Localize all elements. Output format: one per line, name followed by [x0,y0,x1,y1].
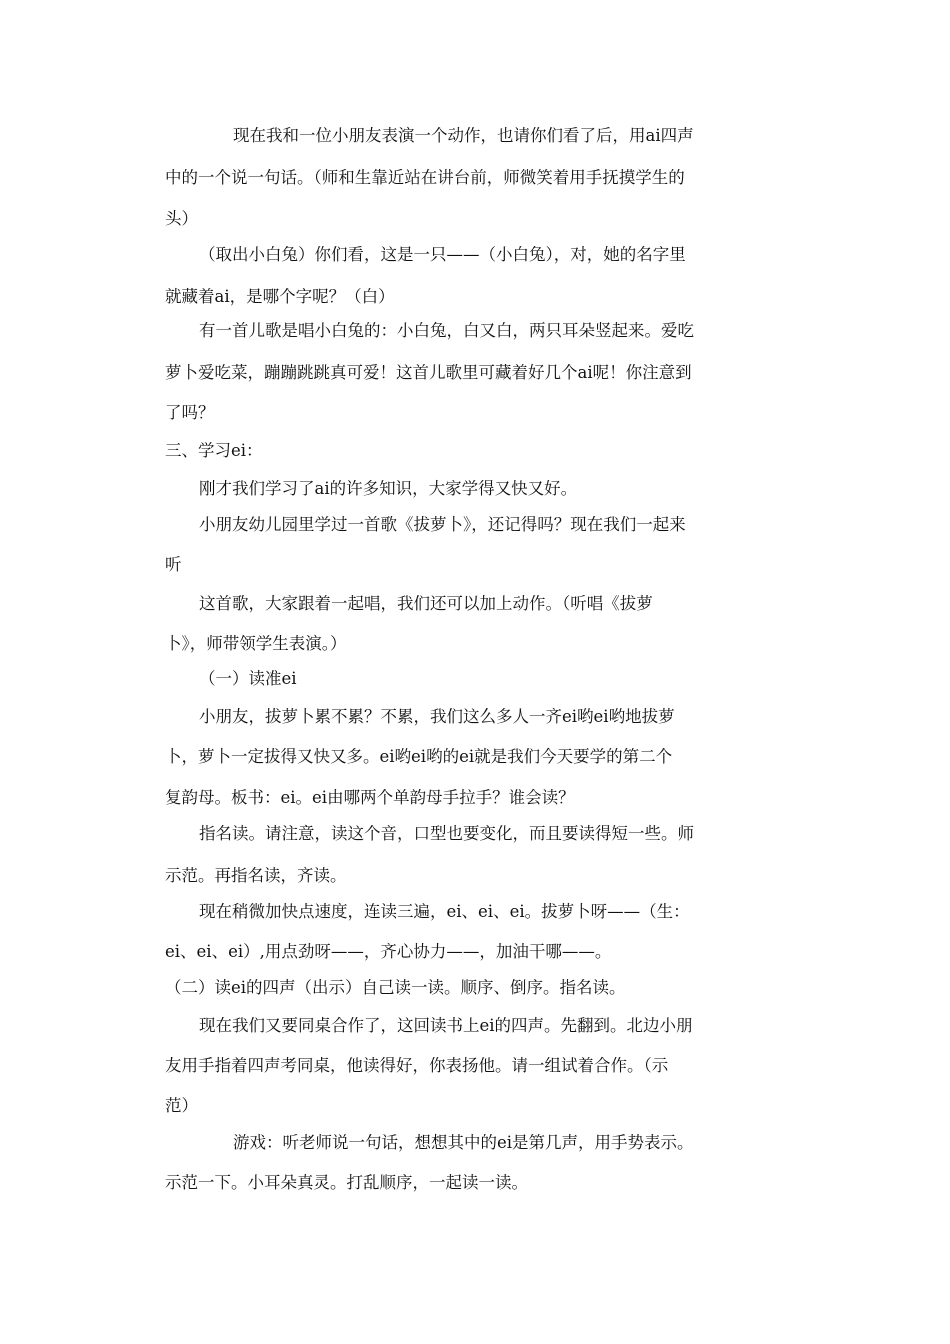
text-line: 范） [165,1096,198,1115]
text-line: 小朋友幼儿园里学过一首歌《拔萝卜》，还记得吗？现在我们一起来 [199,515,686,534]
text-line: 游戏：听老师说一句话，想想其中的ei是第几声，用手势表示。 [233,1133,694,1152]
text-line: 卜》，师带领学生表演。） [165,634,347,653]
text-line: 卜，萝卜一定拔得又快又多。ei哟ei哟的ei就是我们今天要学的第二个 [165,747,673,766]
text-line: 萝卜爱吃菜，蹦蹦跳跳真可爱！这首儿歌里可藏着好几个ai呢！你注意到 [165,363,692,382]
text-line: 现在我们又要同桌合作了，这回读书上ei的四声。先翻到。北边小朋 [199,1016,693,1035]
text-line: ei、ei、ei）,用点劲呀——，齐心协力——，加油干哪——。 [165,942,612,961]
text-line: 复韵母。板书：ei。ei由哪两个单韵母手拉手？谁会读？ [165,788,575,807]
section-heading: 三、学习ei： [165,441,263,460]
text-line: 示范一下。小耳朵真灵。打乱顺序，一起读一读。 [165,1173,528,1192]
text-line: 小朋友，拔萝卜累不累？不累，我们这么多人一齐ei哟ei哟地拔萝 [199,707,675,726]
text-line: 就藏着ai，是哪个字呢？（白） [165,287,395,306]
text-line: 这首歌，大家跟着一起唱，我们还可以加上动作。（听唱《拔萝 [199,594,653,613]
text-line: 现在稍微加快点速度，连读三遍，ei、ei、ei。拔萝卜呀——（生： [199,902,690,921]
text-line: 中的一个说一句话。（师和生靠近站在讲台前，师微笑着用手抚摸学生的 [165,168,685,187]
text-line: 刚才我们学习了ai的许多知识，大家学得又快又好。 [199,479,578,498]
text-line: 了吗？ [165,403,215,422]
text-line: 指名读。请注意，读这个音，口型也要变化，而且要读得短一些。师 [199,824,694,843]
text-line: 有一首儿歌是唱小白兔的：小白兔，白又白，两只耳朵竖起来。爱吃 [199,321,694,340]
text-line: 现在我和一位小朋友表演一个动作，也请你们看了后，用ai四声 [233,126,694,145]
subsection-heading: （一）读准ei [199,669,297,688]
text-line: 听 [165,555,182,574]
subsection-heading: （二）读ei的四声（出示）自己读一读。顺序、倒序。指名读。 [165,978,626,997]
text-line: 友用手指着四声考同桌，他读得好，你表扬他。请一组试着合作。（示 [165,1056,669,1075]
text-line: 示范。再指名读，齐读。 [165,866,347,885]
text-line: 头） [165,209,198,228]
text-line: （取出小白兔）你们看，这是一只——（小白兔），对，她的名字里 [199,245,686,264]
